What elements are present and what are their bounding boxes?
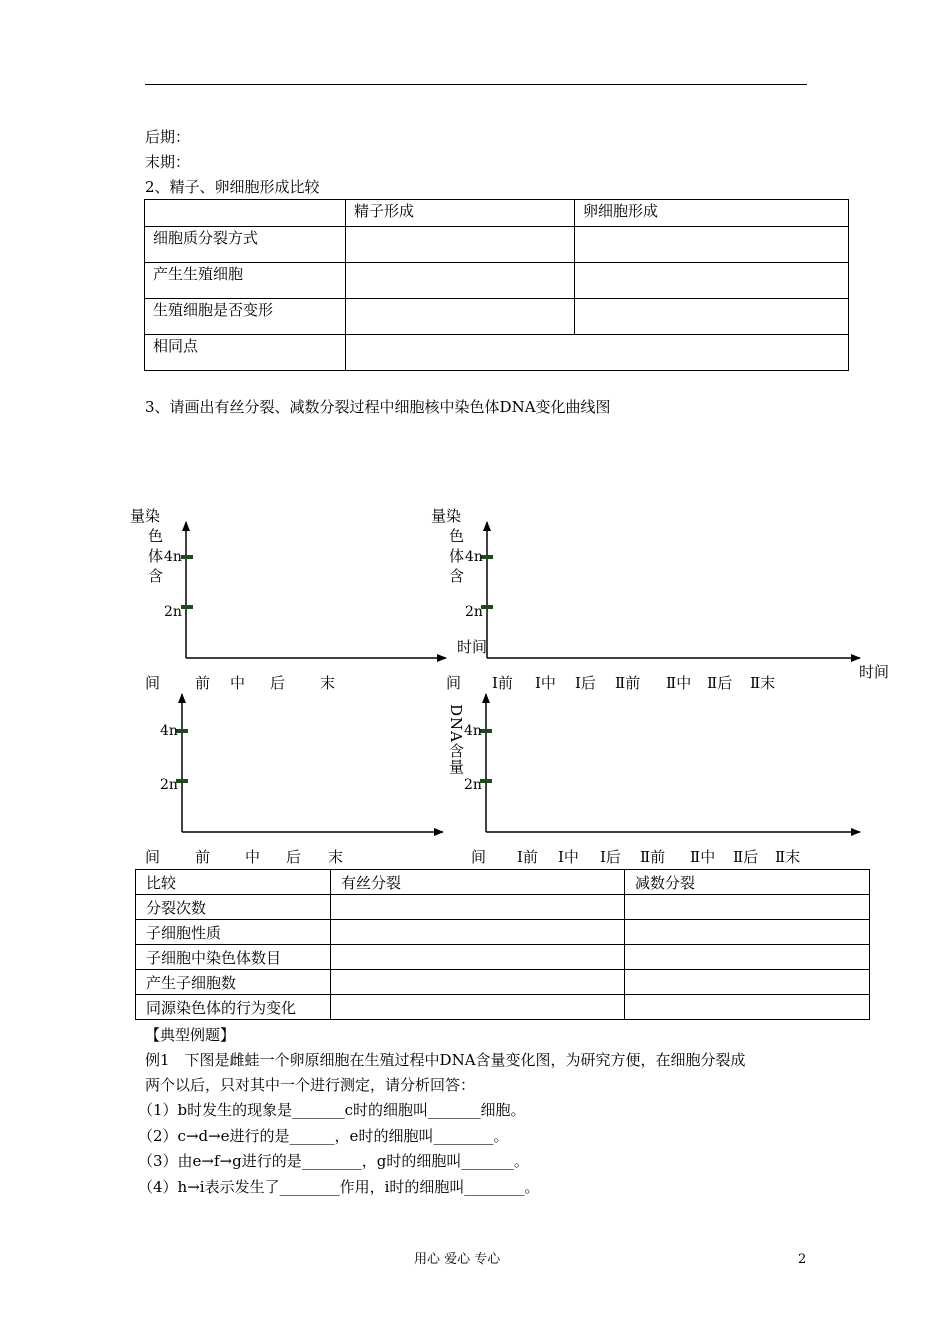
table-row-label: 相同点 — [145, 335, 346, 371]
table-cell — [331, 895, 625, 920]
graph-meiosis-chromosome — [481, 522, 860, 658]
ylabel-chromosome: 量染 — [431, 507, 462, 525]
phase-label: Ⅱ后 — [707, 674, 733, 692]
phase-label: Ⅱ中 — [666, 674, 692, 692]
time-label: 时间 — [859, 663, 890, 681]
table-row-label: 产生生殖细胞 — [145, 263, 346, 299]
page-number: 2 — [798, 1252, 807, 1267]
phase-label: 间 — [446, 674, 462, 692]
phase-label: 间 — [471, 848, 487, 866]
table-row-label: 同源染色体的行为变化 — [136, 995, 331, 1020]
table-cell — [331, 945, 625, 970]
table-header-cell: 精子形成 — [346, 200, 575, 227]
table-cell — [625, 970, 870, 995]
example-intro: 两个以后，只对其中一个进行测定，请分析回答： — [145, 1076, 476, 1094]
phase-label: Ⅰ前 — [517, 848, 538, 866]
table-row-label: 生殖细胞是否变形 — [145, 299, 346, 335]
table-cell — [625, 920, 870, 945]
example-heading: 【典型例题】 — [145, 1026, 236, 1044]
tick-4n: 4n — [164, 549, 182, 565]
phase-label: Ⅱ前 — [640, 848, 666, 866]
phase-label: Ⅱ末 — [775, 848, 801, 866]
phase-label: 前 — [195, 674, 211, 692]
question-2: （2）c→d→e进行的是______，e时的细胞叫________。 — [138, 1127, 509, 1145]
footer-motto: 用心 爱心 专心 — [414, 1252, 501, 1267]
ylabel-char: 含 — [449, 567, 465, 585]
ylabel-chromosome: 量染 — [130, 507, 161, 525]
ylabel-char: 色 — [449, 527, 465, 545]
phase-label: 间 — [145, 674, 161, 692]
phase-label: 前 — [195, 848, 211, 866]
table-cell — [625, 995, 870, 1020]
telophase-label: 末期： — [145, 153, 191, 171]
table-cell — [331, 995, 625, 1020]
question-4: （4）h→i表示发生了________作用，i时的细胞叫________。 — [138, 1178, 540, 1196]
tick-2n: 2n — [464, 777, 482, 793]
phase-label: 间 — [145, 848, 161, 866]
phase-label: 末 — [320, 674, 336, 692]
table-cell — [331, 970, 625, 995]
tick-2n: 2n — [160, 777, 178, 793]
phase-label: Ⅰ中 — [535, 674, 556, 692]
phase-label: 后 — [270, 674, 286, 692]
phase-label: 末 — [328, 848, 344, 866]
graph-mitosis-chromosome — [181, 522, 446, 658]
phase-label: 后 — [286, 848, 302, 866]
phase-label: Ⅱ末 — [750, 674, 776, 692]
table-row-label: 分裂次数 — [136, 895, 331, 920]
graph-meiosis-dna — [480, 694, 860, 832]
section2-title: 2、精子、卵细胞形成比较 — [145, 178, 320, 196]
table-row-label: 子细胞中染色体数目 — [136, 945, 331, 970]
ylabel-dna: DNA含量 — [447, 704, 465, 775]
question-1: （1）b时发生的现象是_______c时的细胞叫_______细胞。 — [138, 1101, 526, 1119]
tick-2n: 2n — [465, 604, 483, 620]
tick-2n: 2n — [164, 604, 182, 620]
tick-4n: 4n — [465, 549, 483, 565]
table-header-cell: 减数分裂 — [625, 870, 870, 895]
example-intro: 例1 下图是雌蛙一个卵原细胞在生殖过程中DNA含量变化图，为研究方便，在细胞分裂成 — [145, 1051, 746, 1069]
table-row-label: 产生子细胞数 — [136, 970, 331, 995]
ylabel-char: 含 — [148, 567, 164, 585]
ylabel-char: 体 — [148, 547, 164, 565]
division-comparison-table — [135, 869, 870, 1020]
table-header-cell: 卵细胞形成 — [575, 200, 849, 227]
phase-label: Ⅱ中 — [690, 848, 716, 866]
tick-4n: 4n — [464, 723, 482, 739]
graph-mitosis-dna — [176, 694, 443, 832]
phase-label: Ⅰ中 — [558, 848, 579, 866]
phase-label: Ⅰ后 — [600, 848, 621, 866]
phase-label: Ⅱ后 — [733, 848, 759, 866]
table-cell — [625, 895, 870, 920]
question-3: （3）由e→f→g进行的是________，g时的细胞叫_______。 — [138, 1152, 529, 1170]
table-row-label: 细胞质分裂方式 — [145, 227, 346, 263]
anaphase-label: 后期： — [145, 128, 191, 146]
table-cell — [625, 945, 870, 970]
phase-label: Ⅱ前 — [615, 674, 641, 692]
table-header-cell: 有丝分裂 — [331, 870, 625, 895]
tick-4n: 4n — [160, 723, 178, 739]
phase-label: Ⅰ后 — [575, 674, 596, 692]
ylabel-char: 体 — [449, 547, 465, 565]
section3-title: 3、请画出有丝分裂、减数分裂过程中细胞核中染色体DNA变化曲线图 — [145, 398, 611, 416]
table-row-label: 子细胞性质 — [136, 920, 331, 945]
phase-label: 中 — [245, 848, 261, 866]
table-header-cell: 比较 — [136, 870, 331, 895]
ylabel-char: 色 — [148, 527, 164, 545]
table-cell — [331, 920, 625, 945]
time-label: 时间 — [457, 638, 488, 656]
phase-label: Ⅰ前 — [492, 674, 513, 692]
phase-label: 中 — [230, 674, 246, 692]
